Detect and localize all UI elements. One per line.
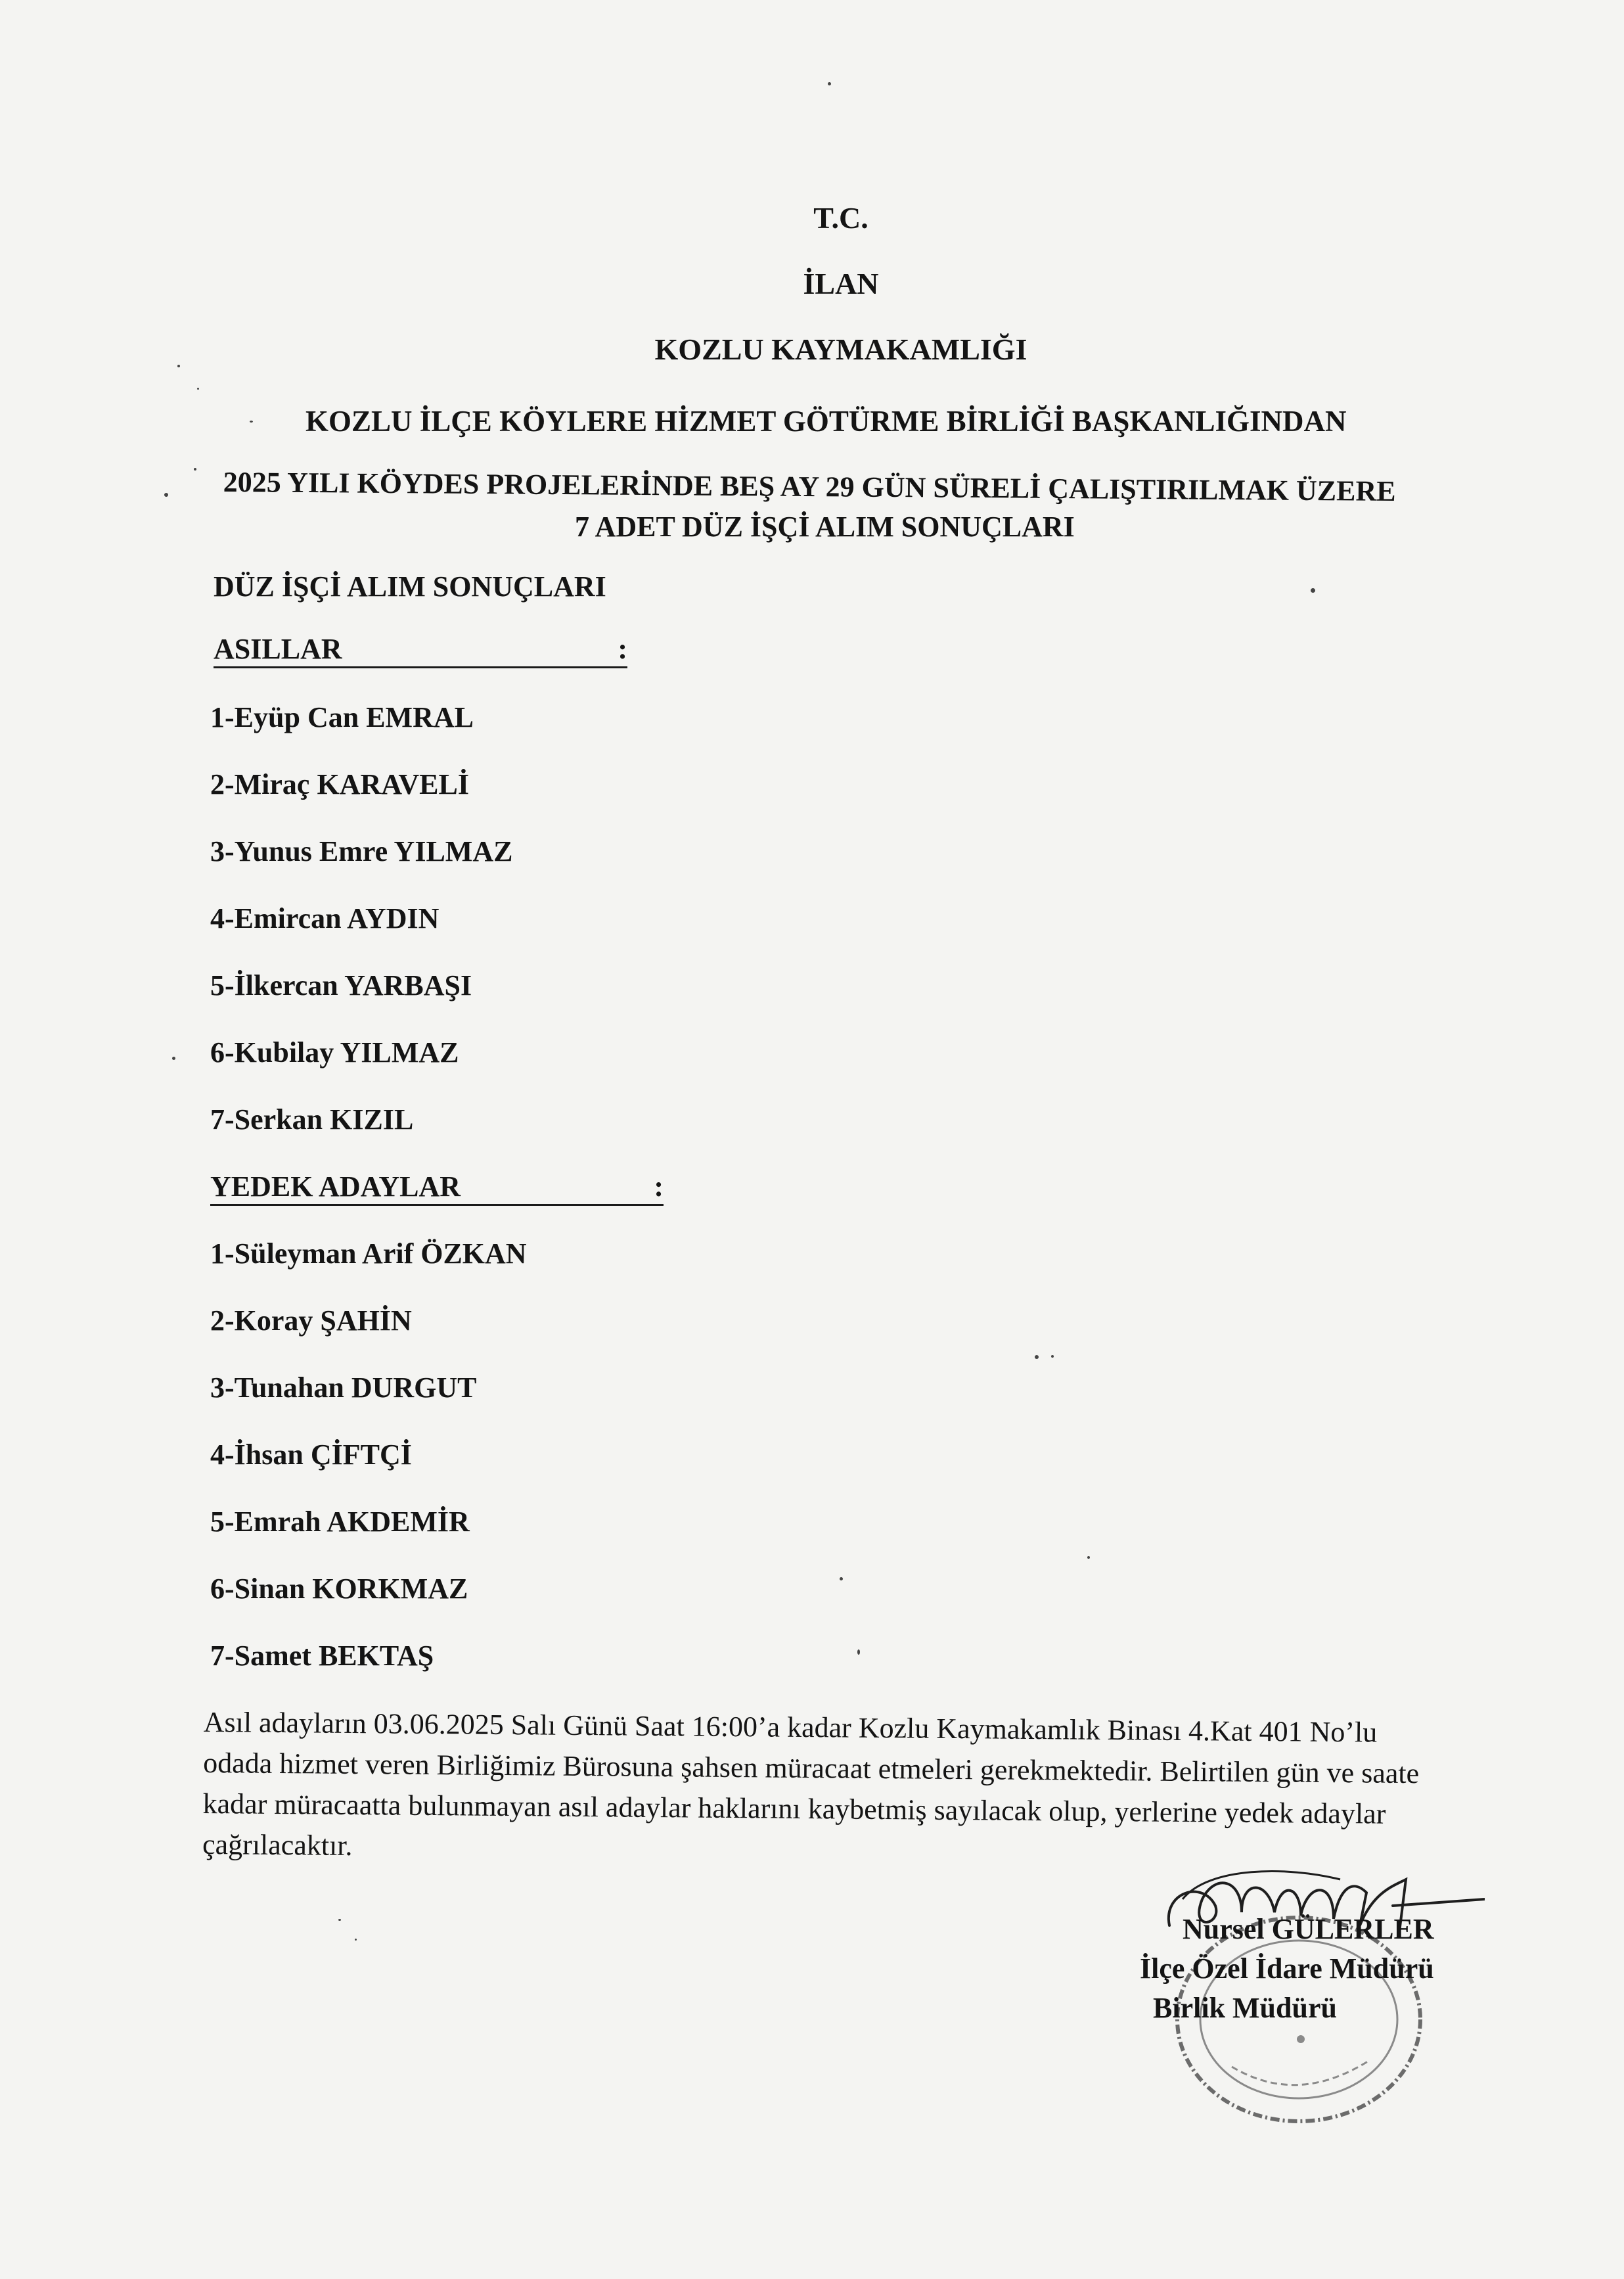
- scan-speck: [164, 493, 168, 497]
- list-item: 5-Emrah AKDEMİR: [210, 1506, 470, 1538]
- list-item: 3-Tunahan DURGUT: [210, 1371, 477, 1404]
- list-item: 5-İlkercan YARBAŞI: [210, 969, 472, 1001]
- scan-speck: [1087, 1556, 1090, 1559]
- yedekler-colon: :: [654, 1170, 664, 1203]
- list-item: 6-Sinan KORKMAZ: [210, 1573, 468, 1605]
- signatory-name: Nursel GÜLERLER: [1183, 1913, 1434, 1945]
- scan-speck: [197, 388, 199, 390]
- results-heading: DÜZ İŞÇİ ALIM SONUÇLARI: [214, 570, 606, 603]
- list-item: 4-Emircan AYDIN: [210, 902, 440, 934]
- scan-speck: [338, 1919, 341, 1921]
- scan-speck: [1051, 1355, 1054, 1358]
- header-tc: T.C.: [813, 201, 868, 235]
- scan-speck: [840, 1577, 843, 1580]
- list-item: 4-İhsan ÇİFTÇİ: [210, 1439, 412, 1471]
- scan-speck: [194, 468, 196, 471]
- scan-speck: [1035, 1355, 1039, 1359]
- signatory-title-1: İlçe Özel İdare Müdürü: [1140, 1952, 1434, 1985]
- yedekler-heading: [210, 1170, 664, 1206]
- asillar-label: ASILLAR: [214, 633, 342, 665]
- asillar-colon: :: [618, 633, 627, 665]
- list-item: 3-Yunus Emre YILMAZ: [210, 835, 513, 867]
- signatory-title-2: Birlik Müdürü: [1153, 1992, 1337, 2024]
- header-birlik: KOZLU İLÇE KÖYLERE HİZMET GÖTÜRME BİRLİĞİ BAŞKANLIĞINDAN: [305, 405, 1347, 438]
- scan-speck: [355, 1939, 357, 1941]
- notice-paragraph: Asıl adayların 03.06.2025 Salı Günü Saat 16:00’a kadar Kozlu Kaymakamlık Binası 4.Kat 401 No’lu odada hizmet veren Birliğimiz Bürosuna şahsen müracaat etmeleri gerekmektedir. Belirtilen gün ve saate kadar müracaatta bulunmayan asıl adaylar haklarını kaybetmiş sayılacak olup, yerlerine yedek adaylar çağrılacaktır.: [202, 1705, 1420, 1862]
- list-item: 2-Koray ŞAHİN: [210, 1304, 412, 1337]
- list-item: 7-Serkan KIZIL: [210, 1103, 414, 1136]
- scan-speck: [177, 365, 180, 367]
- scan-speck: [828, 82, 831, 85]
- list-item: 6-Kubilay YILMAZ: [210, 1036, 459, 1069]
- scan-speck: [1311, 588, 1315, 593]
- header-title-line1: 2025 YILI KÖYDES PROJELERİNDE BEŞ AY 29 GÜN SÜRELİ ÇALIŞTIRILMAK ÜZERE: [223, 465, 1396, 508]
- scan-speck: [857, 1649, 860, 1655]
- scan-speck: [172, 1057, 175, 1060]
- header-kaymakamlik: KOZLU KAYMAKAMLIĞI: [654, 333, 1027, 366]
- asillar-heading: [214, 632, 627, 668]
- list-item: 7-Samet BEKTAŞ: [210, 1640, 434, 1672]
- list-item: 1-Eyüp Can EMRAL: [210, 701, 474, 733]
- list-item: 2-Miraç KARAVELİ: [210, 768, 469, 800]
- header-title-line2: 7 ADET DÜZ İŞÇİ ALIM SONUÇLARI: [575, 511, 1075, 543]
- header-ilan: İLAN: [803, 267, 879, 300]
- yedekler-label: YEDEK ADAYLAR: [210, 1170, 461, 1203]
- scan-speck: [250, 421, 253, 423]
- list-item: 1-Süleyman Arif ÖZKAN: [210, 1237, 527, 1270]
